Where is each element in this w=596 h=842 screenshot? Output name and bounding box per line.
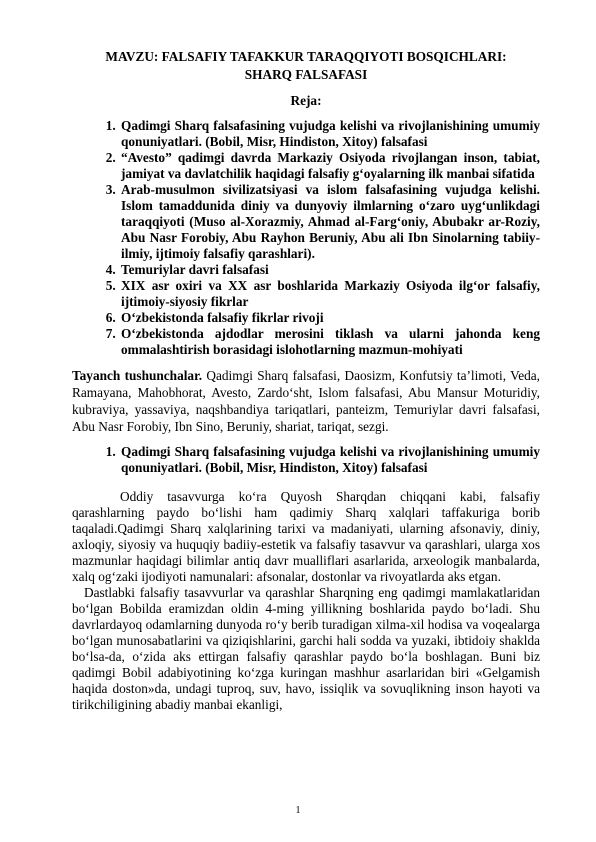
document-title <box>72 48 540 83</box>
plan-list <box>72 118 540 358</box>
plan-item: 6. O‘zbekistonda falsafiy fikrlar rivoji <box>119 310 540 326</box>
plan-item: 2. “Avesto” qadimgi davrda Markaziy Osiyoda rivojlangan inson, tabiat, jamiyat va davlatchilik haqidagi falsafiy g‘oyalarning ilk manbai sifatida <box>119 150 540 182</box>
plan-item: 7. O‘zbekistonda ajdodlar merosini tiklash va ularni jahonda keng ommalashtirish borasidagi islohotlarning mazmun-mohiyati <box>119 326 540 358</box>
plan-heading: Reja: <box>290 93 322 108</box>
keywords-paragraph <box>72 367 540 435</box>
title-line-2: SHARQ FALSAFASI <box>244 66 368 82</box>
body-paragraph-2: Dastlabki falsafiy tasavvurlar va qarashlar Sharqning eng qadimgi mamlakatlaridan bo‘lgan Bobilda eramizdan oldin 4-ming yillikning boshlarida paydo bo‘ladi. Shu davrlardayoq odamlarning dunyoda ro‘y berib turadigan xilma-xil hodisa va voqealarga bo‘lgan munosabatlarini va qiziqishlarini, garchi hali sodda va yuzaki, ibtidoiy shaklda bo‘lsa-da, o‘zida aks ettirgan falsafiy qarashlar paydo bo‘la boshlagan. Buni biz qadimgi Bobil adabiyotining ko‘zga kuringan mashhur asarlaridan biri «Gelgamish haqida doston»da, undagi tuproq, suv, havo, issiqlik va sovuqlikning inson hayoti va tirikchiligining abadiy manbai ekanligi, <box>72 585 540 712</box>
page-number: 1 <box>295 805 301 816</box>
plan-item: 3. Arab-musulmon sivilizatsiyasi va islom falsafasining vujudga kelishi. Islom tamaddunida diniy va dunyoviy ilmlarning o‘zaro uyg‘unlikdagi taraqqiyoti (Muso al-Xorazmiy, Ahmad al-Farg‘oniy, Abubakr ar-Roziy, Abu Nasr Forobiy, Abu Rayhon Beruniy, Abu ali Ibn Sinolarning tabiiy-ilmiy, ijtimoiy falsafiy qarashlari). <box>119 182 540 262</box>
keywords-text: Qadimgi Sharq falsafasi, Daosizm, Konfutsiy ta’limoti, Veda, Ramayana, Mahobhorat, Avesto, Zardo‘sht, Islom falsafasi, Abu Mansur Moturidiy, kubraviya, yassaviya, naqshbandiya tariqatlari, panteizm, Temuriylar davri falsafasi, Abu Nasr Forobiy, Ibn Sino, Beruniy, shariat, tariqat, sezgi. <box>72 368 540 434</box>
plan-item: 1. Qadimgi Sharq falsafasining vujudga kelishi va rivojlanishining umumiy qonuniyatlari. (Bobil, Misr, Hindiston, Xitoy) falsafasi <box>119 118 540 150</box>
section-heading-list <box>72 444 540 476</box>
plan-item: 4. Temuriylar davri falsafasi <box>119 262 540 278</box>
keywords-label: Tayanch tushunchalar. <box>72 368 203 383</box>
body-paragraph-1: Oddiy tasavvurga ko‘ra Quyosh Sharqdan chiqqani kabi, falsafiy qarashlarning paydo bo‘lishi ham qadimiy Sharq xalqlari taffakuriga borib taqaladi.Qadimgi Sharq xalqlarining tarixi va madaniyati, ularning afsonaviy, diniy, axloqiy, siyosiy va huquqiy badiiy-estetik va falsafiy tasavvur va qarashlari, ularga xos mazmunlar haqidagi bilimlar antiq davr mualliflari asarlarida, arxeologik manbalarda, xalq og‘zaki ijodiyoti namunalari: afsonalar, dostonlar va rivoyatlarda aks etgan. <box>72 489 540 584</box>
document-page <box>72 48 540 713</box>
plan-item: 5. XIX asr oxiri va XX asr boshlarida Markaziy Osiyoda ilg‘or falsafiy, ijtimoiy-siyosiy fikrlar <box>119 278 540 310</box>
title-line-1: MAVZU: FALSAFIY TAFAKKUR TARAQQIYOTI BOSQICHLARI: <box>105 49 507 64</box>
section-heading: 1. Qadimgi Sharq falsafasining vujudga kelishi va rivojlanishining umumiy qonuniyatlari. (Bobil, Misr, Hindiston, Xitoy) falsafasi <box>119 444 540 476</box>
